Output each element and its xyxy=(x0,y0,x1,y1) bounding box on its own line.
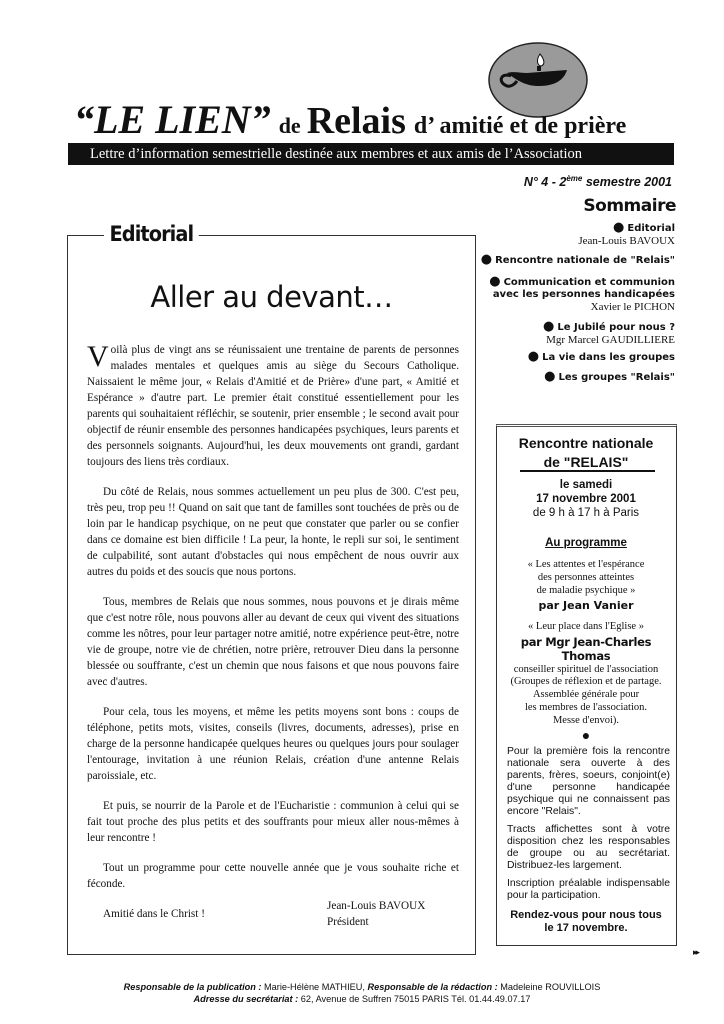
sommaire-item-jubile[interactable] xyxy=(475,321,675,334)
sommaire-author: Mgr Marcel GAUDILLIERE xyxy=(546,334,675,346)
sommaire-item-communication[interactable] xyxy=(475,276,675,301)
signature-role: Président xyxy=(327,916,369,928)
paragraph-2: Du côté de Relais, nous sommes actuellement un peu plus de 300. C'est peu, très peu, trop peu !! Quand on sait que tant de familles sont touchées de près ou de loin par le handicap psychique, on ne peut que constater que parler ou se confier dans ce domaine est bien difficile ! La peur, la honte, le repli sur soi, le sentiment de culpabilité, sont autant d'obstacles qui nous empêchent de nous ouvrir aux autres du poids et des soucis que nous portons. xyxy=(87,486,459,578)
bullet-icon: ● xyxy=(613,220,625,235)
rdv-line1: Rendez-vous pour nous tous xyxy=(510,909,662,921)
paragraph-3: Tous, membres de Relais que nous sommes, nous pouvons et je dirais même que c'est notre rôle, nous pouvons aller au devant de ceux qui vivent des situations comme les nôtres, pour leur partager notre amitié, notre expérience peut-être, notre vie de groupe, notre vie de chrétien, notre prière, retrouver Dieu dans la personne blessée ou souffrante, c'est un chemin que nous faisons et que nous pouvons faire avec d'autres. xyxy=(87,596,459,688)
signature xyxy=(327,898,425,930)
extra-line3: les membres de l'association. xyxy=(524,702,648,713)
rendez-vous xyxy=(498,909,674,935)
bullet-icon: ● xyxy=(489,274,501,289)
talk2-line1: « Leur place dans l'Eglise » xyxy=(528,621,644,632)
bullet-icon: ● xyxy=(543,319,555,334)
date-line3: de 9 h à 17 h à Paris xyxy=(532,507,640,519)
talk1-line2: des personnes atteintes xyxy=(537,572,635,583)
sommaire-label: Editorial xyxy=(627,223,675,234)
signature-name: Jean-Louis BAVOUX xyxy=(327,900,426,912)
pub-name: Marie-Hélène MATHIEU, xyxy=(261,982,368,992)
sommaire-item-editorial[interactable] xyxy=(475,222,675,235)
masthead-relais: Relais xyxy=(306,100,406,142)
rencontre-notes xyxy=(507,746,670,908)
sommaire-label: Le Jubilé pour nous ? xyxy=(557,322,675,333)
paragraph-1 xyxy=(87,342,459,470)
sommaire-item-rencontre[interactable] xyxy=(475,254,675,267)
addr-label: Adresse du secrétariat : xyxy=(193,994,299,1004)
address: 62, Avenue de Suffren 75015 PARIS Tél. 01.44.49.07.17 xyxy=(298,994,531,1004)
programme-talks xyxy=(498,558,674,676)
sommaire-author: Jean-Louis BAVOUX xyxy=(578,235,675,247)
issue-semester: semestre 2001 xyxy=(582,175,672,190)
programme-heading: Au programme xyxy=(545,537,627,549)
sommaire-label: La vie dans les groupes xyxy=(542,352,675,363)
red-name: Madeleine ROUVILLOIS xyxy=(497,982,601,992)
rencontre-heading-line1: Rencontre nationale xyxy=(518,435,654,451)
drop-cap: V xyxy=(87,340,109,373)
rencontre-date xyxy=(498,478,674,520)
banner: Lettre d’information semestrielle destinée aux membres et aux amis de l’Association xyxy=(68,143,674,165)
rencontre-heading xyxy=(498,434,674,472)
rdv-line2: le 17 novembre. xyxy=(544,922,628,934)
sommaire-label-line2: avec les personnes handicapées xyxy=(492,289,675,300)
talk1-line1: « Les attentes et l'espérance xyxy=(527,559,645,570)
extra-line4: Messe d'envoi). xyxy=(552,715,620,726)
paragraph-5: Et puis, se nourrir de la Parole et de l'Eucharistie : communion à celui qui se fait tout proche des plus petits et des souffrants pour mieux aller nous-mêmes à leur rencontre ! xyxy=(87,800,459,844)
masthead xyxy=(74,96,674,144)
editorial-heading: Editorial xyxy=(104,222,199,246)
talk1-speaker: par Jean Vanier xyxy=(538,599,634,612)
sommaire-item-vie-groupes[interactable] xyxy=(475,351,675,364)
note-3: Inscription préalable indispensable pour la participation. xyxy=(507,878,670,901)
masthead-de: de xyxy=(278,113,301,138)
bullet-icon: ● xyxy=(480,252,493,267)
talk1-line3: de maladie psychique » xyxy=(536,585,636,596)
footer xyxy=(40,981,684,1005)
talk2-speaker: par Mgr Jean-Charles Thomas xyxy=(520,635,652,663)
date-line1: le samedi xyxy=(559,479,613,491)
bullet-icon: ● xyxy=(581,729,591,744)
sommaire-list xyxy=(475,218,675,384)
bullet-icon: ● xyxy=(544,369,556,384)
sommaire-author: Xavier le PICHON xyxy=(590,301,675,313)
editorial-article xyxy=(87,342,459,936)
issue-number xyxy=(470,174,672,189)
issue-sup: ème xyxy=(566,174,583,183)
masthead-tagline: d’ amitié et de prière xyxy=(413,113,627,139)
paragraph-4: Pour cela, tous les moyens, et même les petits moyens sont bons : coups de téléphone, petits mots, visites, conseils (livres, documents, adresses), prise en charge de la personne handicapée quelques heures ou quelques jours pour soulager l'entourage, invitation à une réunion Relais, création d'une antenne Relais paroissiale, etc. xyxy=(87,706,459,782)
rencontre-heading-line2: de "RELAIS" xyxy=(543,454,629,470)
talk2-role: conseiller spirituel de l'association xyxy=(513,664,659,675)
note-1: Pour la première fois la rencontre nationale sera ouverte à des parents, frères, soeurs, conjoint(e) d'une personne handicapée psychique qui ne connaissent pas encore "Relais". xyxy=(507,746,670,817)
paragraph-7: Amitié dans le Christ ! xyxy=(103,908,205,920)
masthead-title: “LE LIEN” xyxy=(74,97,271,142)
sommaire-item-groupes-relais[interactable] xyxy=(475,371,675,384)
footer-line2 xyxy=(40,993,684,1005)
divider xyxy=(520,470,655,472)
note-2: Tracts affichettes sont à votre disposition chez les responsables de groupe ou au secrétariat. Distribuez-les largement. xyxy=(507,824,670,871)
next-page-arrows-icon: ▸▸ xyxy=(693,947,699,957)
date-line2: 17 novembre 2001 xyxy=(536,493,636,505)
red-label: Responsable de la rédaction : xyxy=(367,982,498,992)
footer-line1 xyxy=(40,981,684,993)
article-title: Aller au devant… xyxy=(150,280,393,314)
sommaire-label: Communication et communion xyxy=(503,277,675,288)
paragraph-1-text: oilà plus de vingt ans se réunissaient une trentaine de parents de personnes malades mentales et quelques amis au siège du Secours Catholique. Naissaient le même jour, « Relais d'Amitié et de Prière» d'une part, « Amitié et Espérance » d'autre part. Le premier était constitué essentiellement pour les parents qui souhaitaient réfléchir, se soutenir, prier ensemble ; le second avait pour objectif de réunir ensemble des personnes handicapées psychiques, leurs parents et des personnels soignants. Aujourd'hui, les deux mouvements ont grandi, gardant toujours des liens très cordiaux. xyxy=(87,344,459,468)
sommaire-title: Sommaire xyxy=(583,196,676,216)
extra-line2: Assemblée générale pour xyxy=(532,689,640,700)
programme-extra xyxy=(498,675,674,727)
extra-line1: (Groupes de réflexion et de partage. xyxy=(510,676,662,687)
pub-label: Responsable de la publication : xyxy=(123,982,262,992)
issue-number-text: N° 4 - 2 xyxy=(523,175,567,190)
paragraph-6: Tout un programme pour cette nouvelle année que je vous souhaite riche et féconde. xyxy=(87,862,459,890)
bullet-icon: ● xyxy=(527,349,540,364)
sommaire-label: Rencontre nationale de "Relais" xyxy=(495,255,675,266)
sommaire-label: Les groupes "Relais" xyxy=(558,372,675,383)
